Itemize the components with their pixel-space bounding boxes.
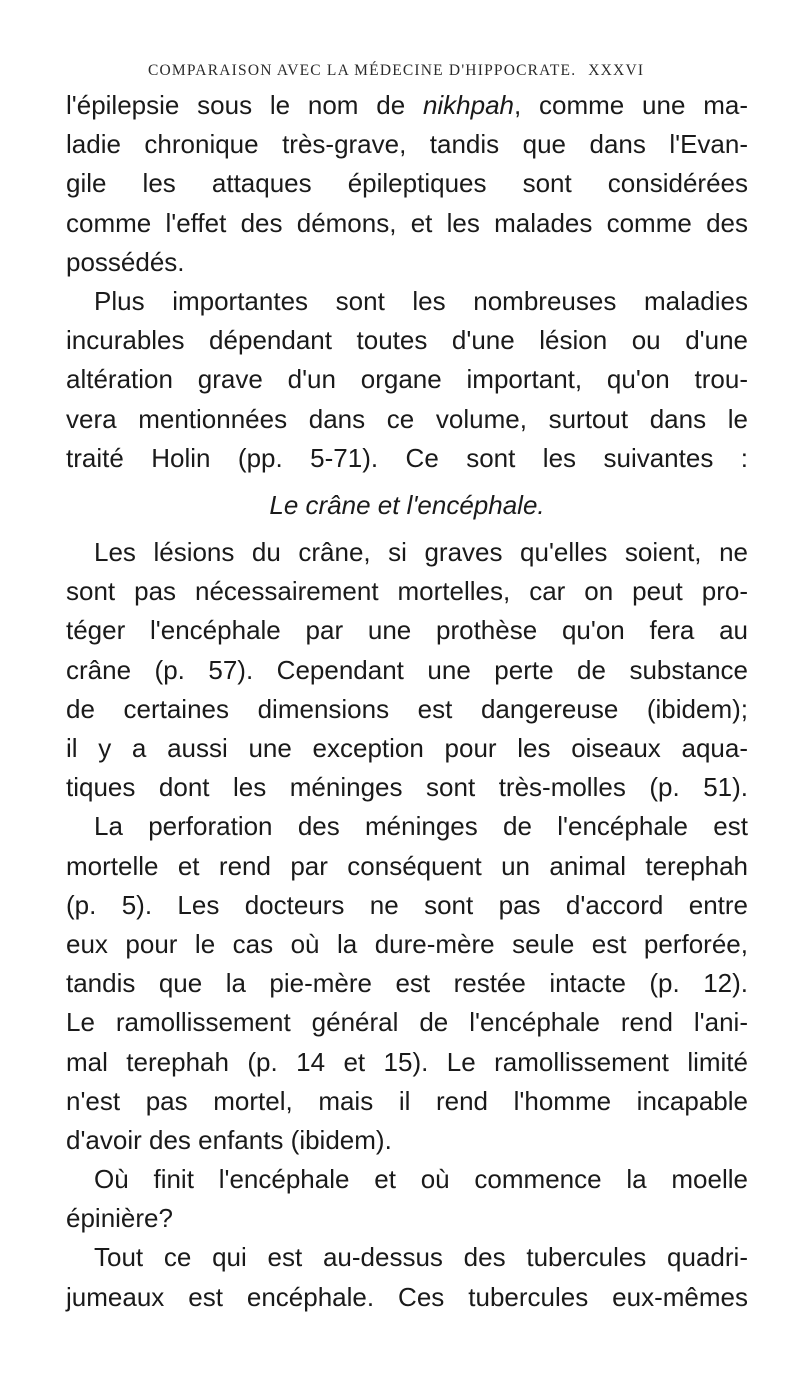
text-line: crâne (p. 57). Cependant une perte de substance (66, 654, 748, 685)
text-line: gile les attaques épileptiques sont considérées (66, 168, 748, 199)
text-line: altération grave d'un organe important, qu'on trou- (66, 364, 748, 395)
text-line: épinière? (66, 1203, 173, 1234)
text-segment: nikhpah (422, 90, 515, 120)
text-line: de certaines dimensions est dangereuse (ibidem); (66, 693, 748, 724)
running-head-title: COMPARAISON AVEC LA MÉDECINE D'HIPPOCRATE. (148, 62, 577, 79)
text-segment: , comme une ma- (514, 90, 748, 120)
text-line: (p. 5). Les docteurs ne sont pas d'accord entre (66, 889, 748, 920)
text-line: Le ramollissement général de l'encéphale rend l'ani- (66, 1007, 748, 1038)
text-line: ladie chronique très-grave, tandis que dans l'Evan- (66, 129, 748, 160)
text-line: vera mentionnées dans ce volume, surtout dans le (66, 403, 748, 434)
text-line: sont pas nécessairement mortelles, car on peut pro- (66, 576, 748, 607)
body-text (66, 86, 748, 1317)
text-line: traité Holin (pp. 5-71). Ce sont les suivantes : (66, 442, 748, 473)
text-line: il y a aussi une exception pour les oiseaux aqua- (66, 733, 748, 763)
text-line: téger l'encéphale par une prothèse qu'on fera au (66, 615, 748, 646)
page-number: XXXVI (588, 62, 645, 79)
running-head (148, 62, 768, 80)
text-line: jumeaux est encéphale. Ces tubercules eux-mêmes (66, 1281, 748, 1312)
section-heading: Le crâne et l'encéphale. (269, 489, 545, 520)
text-line: eux pour le cas où la dure-mère seule est perforée, (66, 928, 748, 959)
text-line: La perforation des méninges de l'encéphale est (94, 811, 748, 842)
text-line: mortelle et rend par conséquent un animal terephah (66, 850, 748, 881)
text-line: Les lésions du crâne, si graves qu'elles soient, ne (94, 537, 748, 568)
text-line: n'est pas mortel, mais il rend l'homme incapable (66, 1085, 748, 1116)
text-line: Où finit l'encéphale et où commence la moelle (94, 1164, 748, 1195)
text-line: comme l'effet des démons, et les malades comme des (66, 207, 748, 238)
text-line: d'avoir des enfants (ibidem). (66, 1124, 392, 1155)
text-line: mal terephah (p. 14 et 15). Le ramollissement limité (66, 1046, 748, 1077)
text-line: Tout ce qui est au-dessus des tubercules quadri- (94, 1242, 748, 1273)
text-line (66, 86, 748, 125)
text-line: incurables dépendant toutes d'une lésion ou d'une (66, 325, 748, 356)
text-line: tiques dont les méninges sont très-molles (p. 51). (66, 772, 748, 803)
text-line: possédés. (66, 246, 185, 277)
text-line: tandis que la pie-mère est restée intacte (p. 12). (66, 968, 748, 999)
text-line: Plus importantes sont les nombreuses maladies (94, 285, 748, 316)
text-segment: l'épilepsie sous le nom de (66, 90, 423, 120)
